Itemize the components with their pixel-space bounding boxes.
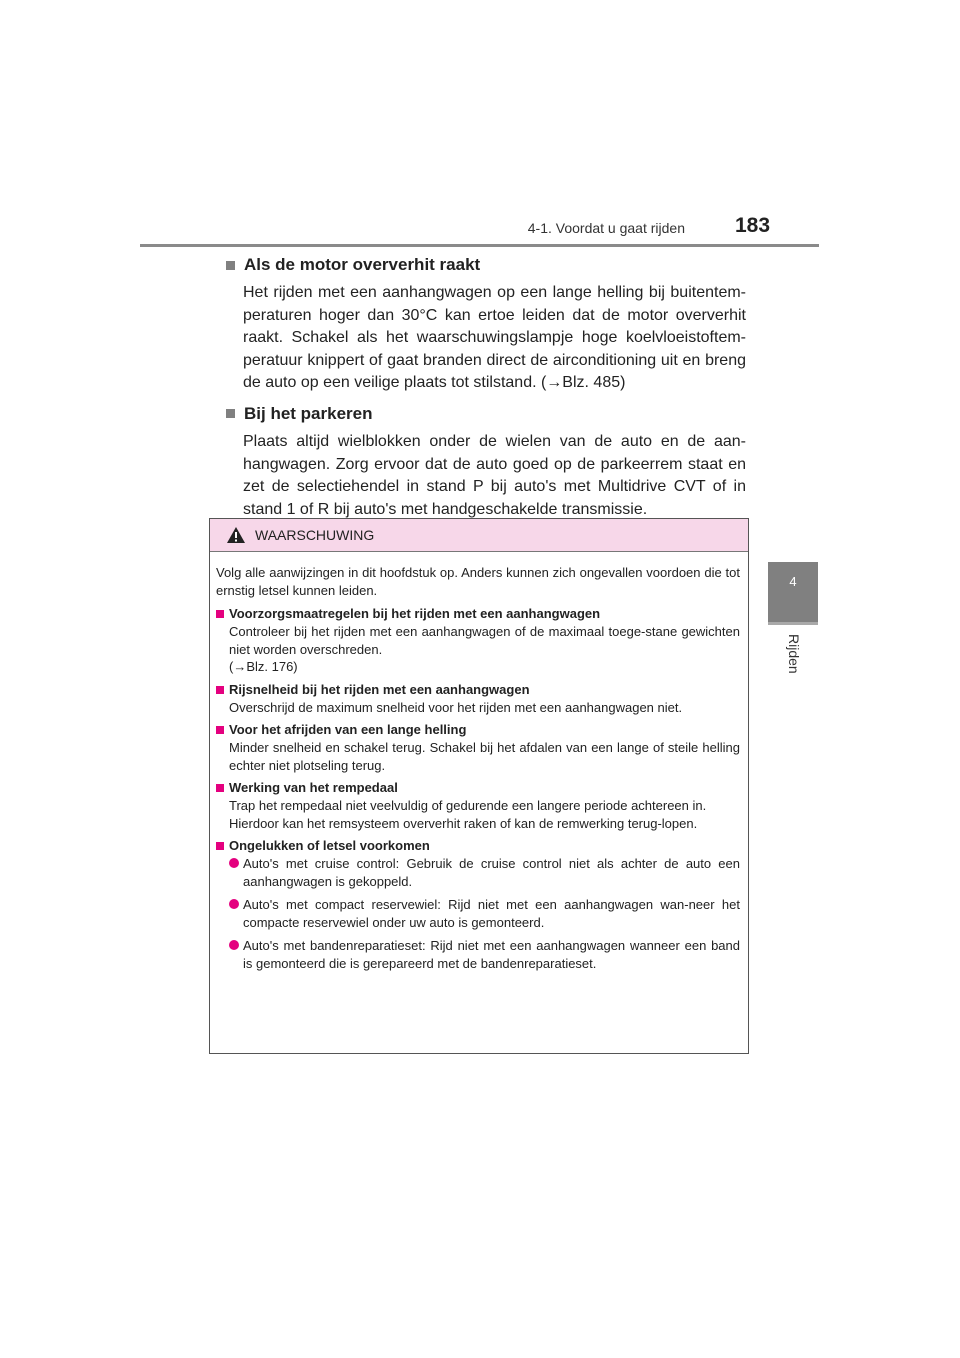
chapter-tab-divider [768, 622, 818, 625]
warning-bullet [229, 937, 740, 972]
warning-item-line: Overschrijd de maximum snelheid voor het rijden met een aanhangwagen niet. [229, 699, 683, 715]
warning-triangle-icon [226, 526, 246, 544]
warning-item-text [229, 797, 740, 832]
section-paragraph: Het rijden met een aanhangwagen op een lange helling bij buitentem-peraturen hoger dan 30°C kan ertoe leiden dat de motor oververhit raakt. Schakel als het waarschuwingslampje hoge koelvloeistoftem-peratuur knippert of gaat branden direct de airconditioning uit en breng de auto op een veilige plaats tot stilstand. (→Blz. 485) [243, 284, 746, 392]
section-parking [226, 403, 746, 521]
warning-item [216, 681, 740, 717]
page-number: 183 [735, 214, 771, 237]
warning-item-heading [216, 779, 740, 797]
warning-bullet-text: Auto's met cruise control: Gebruik de cruise control niet als achter de auto een aanhangwagen is gekoppeld. [243, 856, 740, 889]
warning-bullet-text: Auto's met compact reservewiel: Rijd niet met een aanhangwagen wan-neer het compacte reservewiel onder uw auto is gemonteerd. [243, 897, 740, 930]
pink-square-bullet-icon [216, 784, 224, 792]
warning-item [216, 837, 740, 972]
warning-title: WAARSCHUWING [255, 527, 375, 543]
section-heading-text: Bij het parkeren [244, 403, 373, 423]
warning-item-line: Controleer bij het rijden met een aanhangwagen of de maximaal toege-stane gewichten niet worden overschreden. [229, 624, 740, 657]
section-heading [226, 403, 746, 425]
section-heading-text: Als de motor oververhit raakt [244, 255, 481, 274]
pink-dot-bullet-icon [229, 899, 239, 909]
warning-item-heading-text: Voor het afrijden van een lange helling [229, 722, 467, 737]
chapter-label: Rijden [786, 634, 802, 674]
warning-item-heading-text: Rijsnelheid bij het rijden met een aanhangwagen [229, 681, 530, 697]
warning-item-heading-text: Ongelukken of letsel voorkomen [229, 838, 430, 853]
section-overheating [226, 254, 746, 395]
square-bullet-icon [226, 261, 235, 270]
warning-bullet-text: Auto's met bandenreparatieset: Rijd niet met een aanhangwagen wanneer een band is gemonteerd die is gerepareerd met de bandenreparatieset. [243, 938, 740, 971]
warning-item-heading-text: Werking van het rempedaal [229, 780, 398, 795]
pink-dot-bullet-icon [229, 858, 239, 868]
pink-dot-bullet-icon [229, 940, 239, 950]
warning-item-heading [216, 837, 740, 855]
warning-item [216, 605, 740, 676]
warning-intro: Volg alle aanwijzingen in dit hoofdstuk op. Anders kunnen zich ongevallen voordoen die tot ernstig letsel kunnen leiden. [216, 565, 740, 598]
warning-bullet [229, 855, 740, 890]
main-content [226, 254, 746, 521]
warning-item-heading-text: Voorzorgsmaatregelen bij het rijden met een aanhangwagen [229, 606, 601, 621]
pink-square-bullet-icon [216, 610, 224, 618]
pink-square-bullet-icon [216, 842, 224, 850]
warning-item-heading [216, 605, 740, 623]
warning-item [216, 721, 740, 774]
warning-item [216, 779, 740, 832]
warning-item-line: Minder snelheid en schakel terug. Schakel bij het afdalen van een lange of steile helling echter niet plotseling terug. [229, 740, 740, 773]
warning-item-text [229, 623, 740, 676]
warning-bullet [229, 896, 740, 931]
section-heading [226, 254, 746, 276]
pink-square-bullet-icon [216, 726, 224, 734]
warning-body [210, 552, 748, 972]
warning-item-line: (→Blz. 176) [229, 659, 298, 674]
warning-item-text [229, 699, 740, 717]
warning-item-line: Hierdoor kan het remsysteem oververhit raken of kan de remwerking terug-lopen. [229, 815, 698, 831]
warning-item-text [229, 739, 740, 774]
warning-box [209, 518, 749, 1054]
chapter-tab [768, 562, 818, 622]
warning-item-heading [216, 681, 740, 699]
section-paragraph: Plaats altijd wielblokken onder de wielen van de auto en de aan-hangwagen. Zorg ervoor dat de auto goed op de parkeerrem staat en zet de selectiehendel in stand P bij auto's met Multidrive CVT of in stand 1 of R bij auto's met handgeschakelde transmissie. [243, 432, 746, 518]
header-divider [140, 244, 819, 247]
chapter-number: 4 [789, 574, 797, 589]
warning-item-line: Trap het rempedaal niet veelvuldig of gedurende een langere periode achtereen in. [229, 798, 707, 813]
warning-header [210, 519, 748, 552]
warning-item-heading [216, 721, 740, 739]
square-bullet-icon [226, 409, 235, 418]
pink-square-bullet-icon [216, 686, 224, 694]
section-title: 4-1. Voordat u gaat rijden [527, 220, 685, 236]
